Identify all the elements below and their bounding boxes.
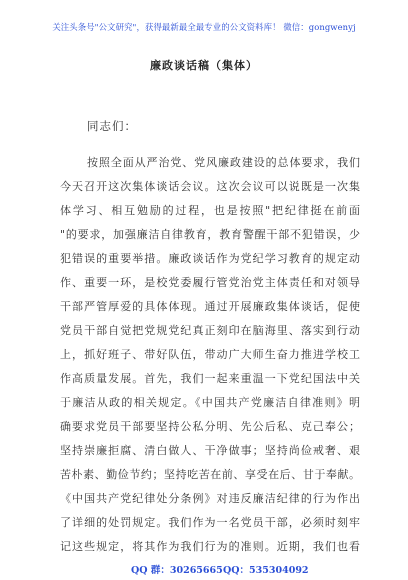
body-line: 记这些规定，将其作为我们行为的准则。近期，我们也看 bbox=[60, 540, 360, 553]
body-line: 《中国共产党纪律处分条例》对违反廉洁纪律的行为作出 bbox=[60, 492, 360, 505]
body-line: 今天召开这次集体谈话会议。这次会议可以说既是一次集 bbox=[60, 180, 360, 193]
body-line: 作、重要一环，是校党委履行管党治党主体责任和对领导 bbox=[60, 276, 360, 289]
body-line: 上，抓好班子、带好队伍，带动广大师生奋力推进学校工 bbox=[60, 348, 360, 361]
body-text bbox=[60, 151, 360, 559]
document-title: 廉政谈话稿（集体） bbox=[150, 59, 258, 72]
footer-qq-number: QQ：535304092 bbox=[223, 565, 309, 576]
salutation: 同志们： bbox=[87, 119, 137, 133]
body-line: 确要求党员干部要坚持公私分明、先公后私、克己奉公； bbox=[60, 420, 360, 433]
footer-qq-group: QQ 群：30265665 bbox=[131, 565, 223, 576]
body-line: 党员干部自觉把党规党纪真正刻印在脑海里、落实到行动 bbox=[60, 324, 360, 337]
body-line: 犯错误的重要举措。廉政谈话作为党纪学习教育的规定动 bbox=[60, 252, 360, 265]
body-line: "的要求，加强廉洁自律教育，教育警醒干部不犯错误，少 bbox=[60, 228, 360, 241]
body-line: 了详细的处罚规定。我们作为一名党员干部，必须时刻牢 bbox=[60, 516, 360, 529]
header-promo-note: 关注头条号"公文研究"，获得最新最全最专业的公文资料库！ 微信：gongwenyj bbox=[52, 22, 356, 32]
body-line: 坚持崇廉拒腐、清白做人、干净做事；坚持尚俭戒奢、艰 bbox=[60, 444, 360, 457]
body-line: 体学习、相互勉励的过程，也是按照"把纪律挺在前面 bbox=[60, 204, 360, 217]
body-line: 作高质量发展。首先，我们一起来重温一下党纪国法中关 bbox=[60, 372, 360, 385]
body-line: 于廉洁从政的相关规定。《中国共产党廉洁自律准则》明 bbox=[60, 396, 360, 409]
body-line: 干部严管厚爱的具体体现。通过开展廉政集体谈话，促使 bbox=[60, 300, 360, 313]
body-line: 苦朴素、勤俭节约；坚持吃苦在前、享受在后、甘于奉献。 bbox=[60, 468, 360, 481]
footer-contact bbox=[0, 562, 408, 576]
body-line: 按照全面从严治党、党风廉政建设的总体要求，我们 bbox=[87, 156, 360, 169]
